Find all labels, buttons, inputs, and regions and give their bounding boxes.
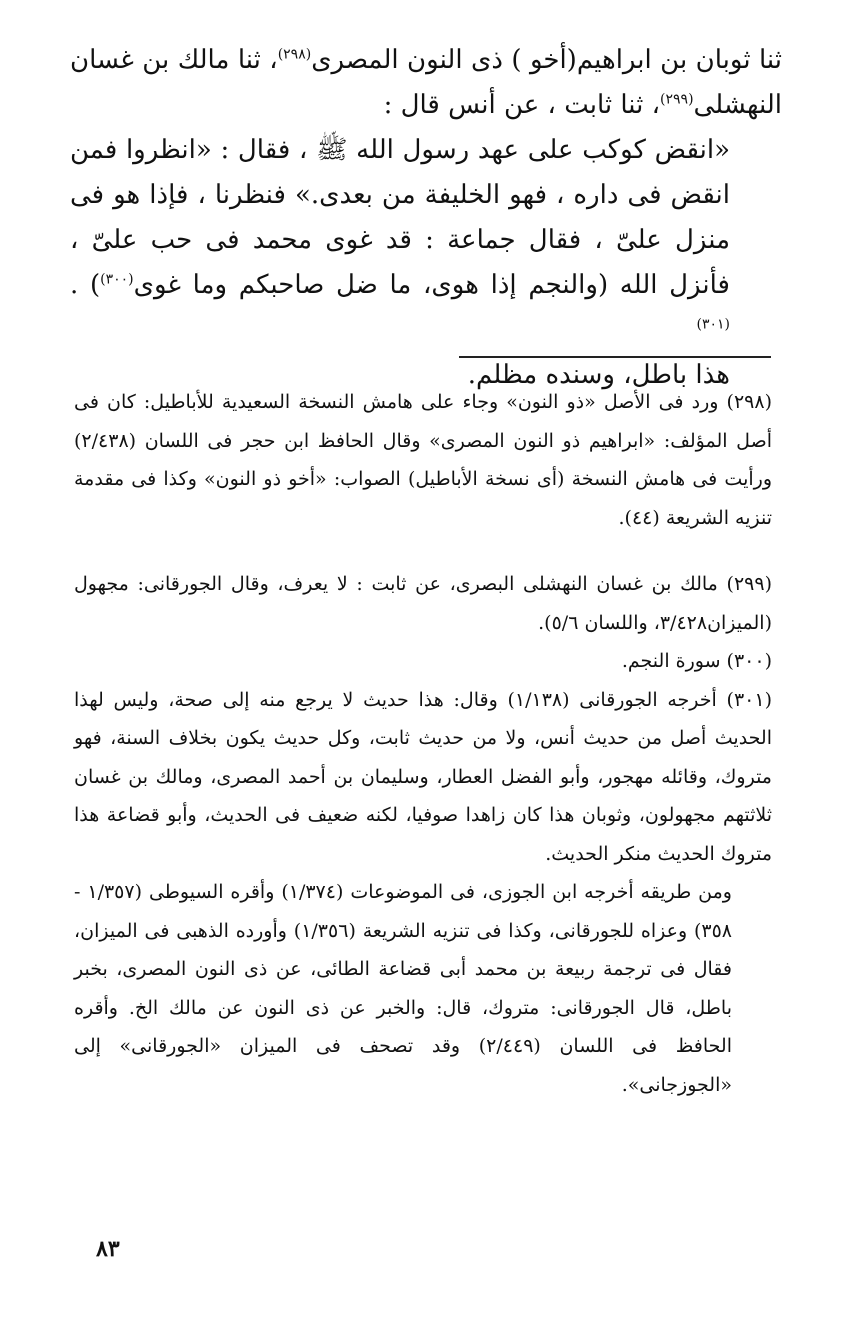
page-number: ٨٣ — [96, 1236, 120, 1262]
isnad-paragraph — [70, 38, 782, 128]
hadith-paragraph — [70, 128, 782, 353]
footnote-separator — [459, 356, 771, 358]
footnote-ref-298: (٢٩٨) — [277, 46, 312, 63]
footnote-298: (٢٩٨) ورد فى الأصل «ذو النون» وجاء على هامش النسخة السعيدية للأباطيل: كان فى أصل المؤلف: «ابراهيم ذو النون المصرى» وقال الحافظ ابن حجر فى اللسان (٢/٤٣٨) ورأيت فى هامش النسخة (أى نسخة الأباطيل) الصواب: «أخو ذو النون» وكذا فى مقدمة تنزيه الشريعة (٤٤). — [74, 391, 772, 529]
verdict-line: هذا باطل، وسنده مظلم. — [467, 360, 730, 390]
footnotes — [74, 383, 772, 1104]
footnote-301: (٣٠١) أخرجه الجورقانى (١/١٣٨) وقال: هذا حديث لا يرجع منه إلى صحة، وليس لهذا الحديث أصل من حديث أنس، ولا من حديث ثابت، وكل حديث يكون بخلاف السنة، فهو متروك، وقائله مهجور، وأبو الفضل العطار، وسليمان بن أحمد المصرى، ومالك بن غسان ثلاثتهم مجهولون، وثوبان هذا كان زاهدا صوفيا، لكنه ضعيف فى الحديث، وأبو قضاعة هذا متروك الحديث منكر الحديث. — [74, 688, 773, 865]
footnote-300: (٣٠٠) سورة النجم. — [621, 650, 772, 672]
footnote-ref-300: (٣٠٠) — [100, 271, 134, 288]
footnote-299: (٢٩٩) مالك بن غسان النهشلى البصرى، عن ثابت : لا يعرف، وقال الجورقانى: مجهول (الميزان٣/٤٢٨، واللسان ٥/٦). — [74, 573, 772, 634]
footnote-301-continued: ومن طريقه أخرجه ابن الجوزى، فى الموضوعات (١/٣٧٤) وأقره السيوطى (١/٣٥٧ - ٣٥٨) وعزاه للجورقانى، وكذا فى تنزيه الشريعة (١/٣٥٦) وأورده الذهبى فى الميزان، فقال فى ترجمة ربيعة بن محمد أبى قضاعة الطائى، عن ذى النون المصرى، بخبر باطل، قال الجورقانى: متروك، قال: والخبر عن ذى النون عن مالك الخ. وأقره الحافظ فى اللسان (٢/٤٤٩) وقد تصحف فى الميزان «الجورقانى» إلى «الجوزجانى». — [74, 881, 732, 1096]
footnote-ref-301: (٣٠١) — [696, 316, 730, 333]
isnad-text-2: ، ثنا مالك بن غسان النهشلى — [70, 45, 782, 120]
isnad-text-1: ثنا ثوبان بن ابراهيم(أخو ) ذى النون المصرى — [311, 45, 782, 75]
hadith-text-end: ) . — [70, 270, 101, 300]
isnad-text-3: ، ثنا ثابت ، عن أنس قال : — [383, 90, 661, 120]
hadith-text: «انقض كوكب على عهد رسول الله ﷺ ، فقال : «انظروا فمن انقض فى داره ، فهو الخليفة من بعدى.» فنظرنا ، فإذا هو فى منزل علىّ ، فقال جماعة : قد غوى محمد فى حب علىّ ، فأنزل الله (والنجم إذا هوى، ما ضل صاحبكم وما غوى — [70, 135, 730, 300]
footnote-ref-299: (٢٩٩) — [660, 91, 694, 108]
main-text — [70, 38, 782, 398]
